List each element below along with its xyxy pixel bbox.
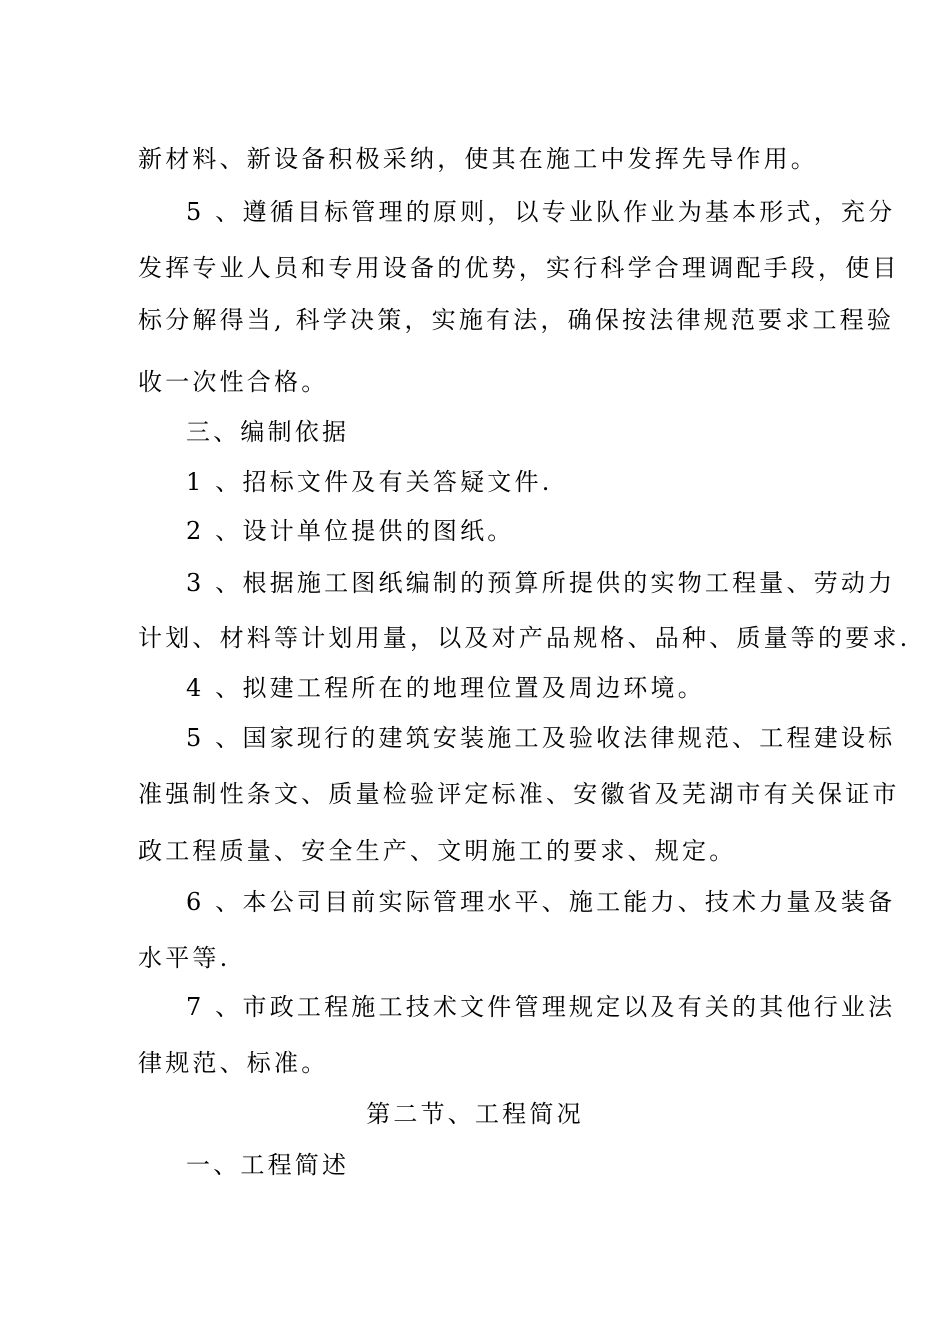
list-item: 2 、设计单位提供的图纸。 [186,517,515,545]
list-item: 3 、根据施工图纸编制的预算所提供的实物工程量、劳动力 [186,569,896,597]
paragraph-line: 政工程质量、安全生产、文明施工的要求、规定。 [138,837,737,865]
paragraph-line: 新材料、新设备积极采纳，使其在施工中发挥先导作用。 [138,145,818,173]
list-item: 7 、市政工程施工技术文件管理规定以及有关的其他行业法 [186,993,896,1021]
list-item: 4 、拟建工程所在的地理位置及周边环境。 [186,674,705,702]
paragraph-line: 标分解得当, 科学决策，实施有法，确保按法律规范要求工程验 [138,306,895,334]
paragraph-line: 计划、材料等计划用量，以及对产品规格、品种、质量等的要求. [138,624,911,652]
chapter-heading: 第二节、工程简况 [366,1100,584,1128]
paragraph-line: 5 、遵循目标管理的原则，以专业队作业为基本形式，充分 [186,198,896,226]
section-heading: 三、编制依据 [186,418,350,446]
paragraph-line: 水平等. [138,944,231,972]
paragraph-line: 收一次性合格。 [138,368,329,396]
list-item: 6 、本公司目前实际管理水平、施工能力、技术力量及装备 [186,888,896,916]
list-item: 5 、国家现行的建筑安装施工及验收法律规范、工程建设标 [186,724,896,752]
paragraph-line: 准强制性条文、质量检验评定标准、安徽省及芜湖市有关保证市 [138,780,900,808]
list-item: 1 、招标文件及有关答疑文件. [186,468,553,496]
paragraph-line: 发挥专业人员和专用设备的优势，实行科学合理调配手段，使目 [138,254,900,282]
section-heading: 一、工程简述 [186,1151,350,1179]
paragraph-line: 律规范、标准。 [138,1049,329,1077]
